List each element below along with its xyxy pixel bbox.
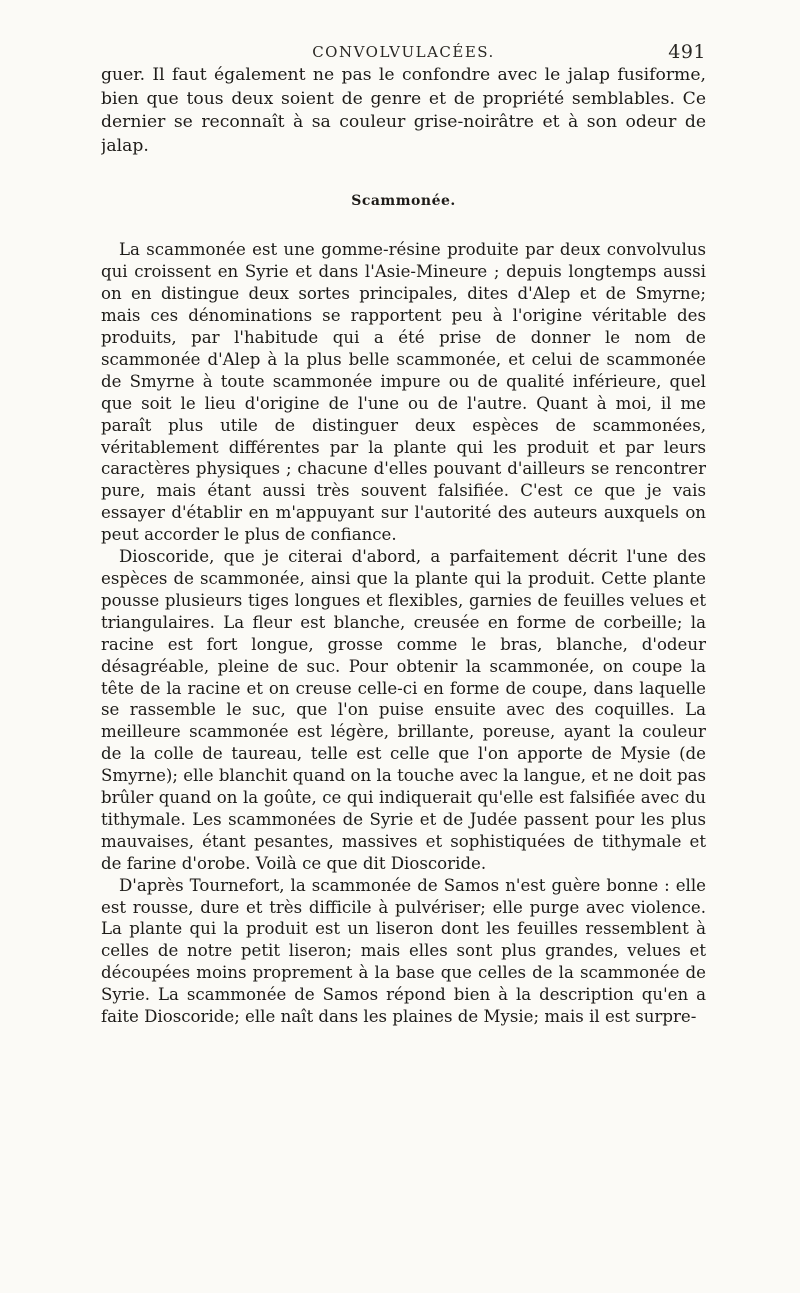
page-number: 491 xyxy=(668,41,706,63)
section-body xyxy=(101,239,706,1028)
section-paragraph: D'après Tournefort, la scammonée de Samos n'est guère bonne : elle est rousse, dure et très difficile à pulvériser; elle purge avec violence. La plante qui la produit est un liseron dont les feuilles ressemblent à celles de notre petit liseron; mais elles sont plus grandes, velues et découpées moins proprement à la base que celles de la scammonée de Syrie. La scammonée de Samos répond bien à la description qu'en a faite Dioscoride; elle naît dans les plaines de Mysie; mais il est surpre- xyxy=(101,875,706,1027)
section-title: Scammonée. xyxy=(351,193,456,210)
opening-paragraph: guer. Il faut également ne pas le confondre avec le jalap fusiforme, bien que tous deux soient de genre et de propriété semblables. Ce dernier se reconnaît à sa couleur grise-noirâtre et à son odeur de jalap. xyxy=(101,65,706,156)
section-paragraph: La scammonée est une gomme-résine produite par deux convolvulus qui croissent en Syrie et dans l'Asie-Mineure ; depuis longtemps aussi on en distingue deux sortes principales, dites d'Alep et de Smyrne; mais ces dénominations se rapportent peu à l'origine véritable des produits, par l'habitude qui a été prise de donner le nom de scammonée d'Alep à la plus belle scammonée, et celui de scammonée de Smyrne à toute scammonée impure ou de qualité inférieure, quel que soit le lieu d'origine de l'une ou de l'autre. Quant à moi, il me paraît plus utile de distinguer deux espèces de scammonées, véritablement différentes par la plante qui les produit et par leurs caractères physiques ; chacune d'elles pouvant d'ailleurs se rencontrer pure, mais étant aussi très souvent falsifiée. C'est ce que je vais essayer d'établir en m'appuyant sur l'autorité des auteurs auxquels on peut accorder le plus de confiance. xyxy=(101,240,706,545)
document-page xyxy=(101,40,706,1280)
section-paragraph: Dioscoride, que je citerai d'abord, a parfaitement décrit l'une des espèces de scammonée, ainsi que la plante qui la produit. Cette plante pousse plusieurs tiges longues et flexibles, garnies de feuilles velues et triangulaires. La fleur est blanche, creusée en forme de corbeille; la racine est fort longue, grosse comme le bras, blanche, d'odeur désagréable, pleine de suc. Pour obtenir la scammonée, on coupe la tête de la racine et on creuse celle-ci en forme de coupe, dans laquelle se rassemble le suc, que l'on puise ensuite avec des coquilles. La meilleure scammonée est légère, brillante, poreuse, ayant la couleur de la colle de taureau, telle est celle que l'on apporte de Mysie (de Smyrne); elle blanchit quand on la touche avec la langue, et ne doit pas brûler quand on la goûte, ce qui indiquerait qu'elle est falsifiée avec du tithymale. Les scammonées de Syrie et de Judée passent pour les plus mauvaises, étant pesantes, massives et sophistiquées de tithymale et de farine d'orobe. Voilà ce que dit Dioscoride. xyxy=(101,547,706,873)
running-head xyxy=(101,40,706,64)
running-title: CONVOLVULACÉES. xyxy=(312,43,495,61)
